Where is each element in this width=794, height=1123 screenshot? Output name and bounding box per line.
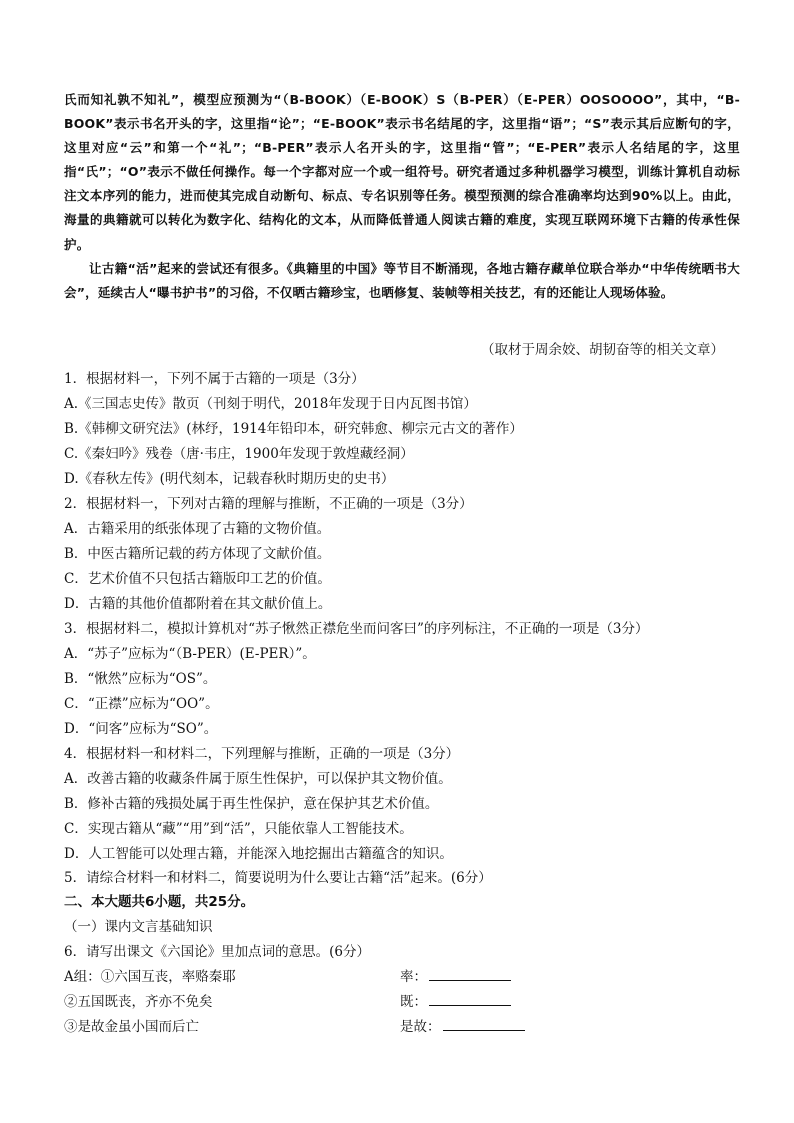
section-2-heading: 二、本大题共6小题，共25分。 [64,894,255,910]
question-2-option-d: D．古籍的其他价值都附着在其文献价值上。 [64,596,332,612]
question-5-stem: 5．请综合材料一和材料二，简要说明为什么要让古籍“活”起来。(6分） [64,870,492,886]
question-2-option-b: B．中医古籍所记载的药方体现了文献价值。 [64,546,331,562]
answer-blank-1[interactable] [429,966,511,981]
passage-paragraph-1: 氏而知礼孰不知礼”，模型应预测为“（B-BOOK）（E-BOOK）S（B-PER）（E-PER）OOSOOOO”，其中，“B-BOOK”表示书名开头的字，这里指“论”；“E-BOOK”表示书名结尾的字，这里指“语”；“S”表示其后应断句的字，这里对应“云”和第一个“礼”；“B-PER”表示人名开头的字，这里指“管”；“E-PER”表示人名结尾的字，这里指“氏”；“O”表示不做任何操作。每一个字都对应一个或一组符号。研究者通过多种机器学习模型，训练计算机自动标注文本序列的能力，进而使其完成自动断句、标点、专名识别等任务。模型预测的综合准确率均达到90%以上。由此，海量的典籍就可以转化为数字化、结构化的文本，从而降低普通人阅读古籍的难度，实现互联网环境下古籍的传承性保护。 [64,92,740,252]
question-3-option-b: B．“愀然”应标为“OS”。 [64,671,217,687]
question-4-stem: 4．根据材料一和材料二，下列理解与推断，正确的一项是（3分） [64,746,460,762]
question-3-option-a: A．“苏子”应标为“（B-PER）(E-PER）”。 [64,646,316,662]
question-6-item-2: ②五国既丧，齐亦不免矣 [64,994,213,1010]
answer-line-3 [400,1015,525,1035]
question-4-option-c: C．实现古籍从“藏”“用”到“活”，只能依靠人工智能技术。 [64,821,413,837]
question-2-stem: 2．根据材料一，下列对古籍的理解与推断，不正确的一项是（3分） [64,496,473,512]
answer-label-3: 是故： [400,1019,441,1035]
question-1-stem: 1．根据材料一，下列不属于古籍的一项是（3分） [64,371,365,387]
question-6-item-3: ③是故金虽小国而后亡 [64,1019,199,1035]
question-2-option-c: C．艺术价值不只包括古籍版印工艺的价值。 [64,571,331,587]
subsection-1-heading: （一）课内文言基础知识 [64,919,213,935]
answer-line-2 [400,990,511,1010]
question-1-option-a: A.《三国志史传》散页（刊刻于明代，2018年发现于日内瓦图书馆） [64,396,477,412]
question-6-stem: 6．请写出课文《六国论》里加点词的意思。(6分） [64,944,370,960]
question-1-option-c: C.《秦妇吟》残卷（唐·韦庄，1900年发现于敦煌藏经洞） [64,446,414,462]
question-4-option-a: A．改善古籍的收藏条件属于原生性保护，可以保护其文物价值。 [64,771,452,787]
question-6-item-1: A组：①六国互丧，率赂秦耶 [64,969,236,985]
source-citation: （取材于周余姣、胡韧奋等的相关文章） [481,342,724,358]
answer-blank-2[interactable] [429,991,511,1006]
answer-blank-3[interactable] [443,1016,525,1031]
answer-label-1: 率： [400,969,427,985]
question-3-option-c: C．“正襟”应标为“OO”。 [64,696,219,712]
question-3-stem: 3．根据材料二，模拟计算机对“苏子愀然正襟危坐而问客曰”的序列标注，不正确的一项是（3分） [64,621,649,637]
question-4-option-d: D．人工智能可以处理古籍，并能深入地挖掘出古籍蕴含的知识。 [64,846,453,862]
question-4-option-b: B．修补古籍的残损处属于再生性保护，意在保护其艺术价值。 [64,796,439,812]
answer-label-2: 既： [400,994,427,1010]
question-3-option-d: D．“问客”应标为“SO”。 [64,721,218,737]
question-1-option-b: B.《韩柳文研究法》(林纾，1914年铅印本，研究韩愈、柳宗元古文的著作） [64,421,523,437]
passage-paragraph-2: 让古籍“活”起来的尝试还有很多。《典籍里的中国》等节目不断涌现，各地古籍存藏单位联合举办“中华传统晒书大会”，延续古人“曝书护书”的习俗，不仅晒古籍珍宝，也晒修复、装帧等相关技艺，有的还能让人现场体验。 [64,260,740,300]
answer-line-1 [400,965,511,985]
question-1-option-d: D.《春秋左传》(明代刻本，记载春秋时期历史的史书） [64,471,395,487]
reading-passage [64,88,740,305]
question-2-option-a: A．古籍采用的纸张体现了古籍的文物价值。 [64,521,331,537]
